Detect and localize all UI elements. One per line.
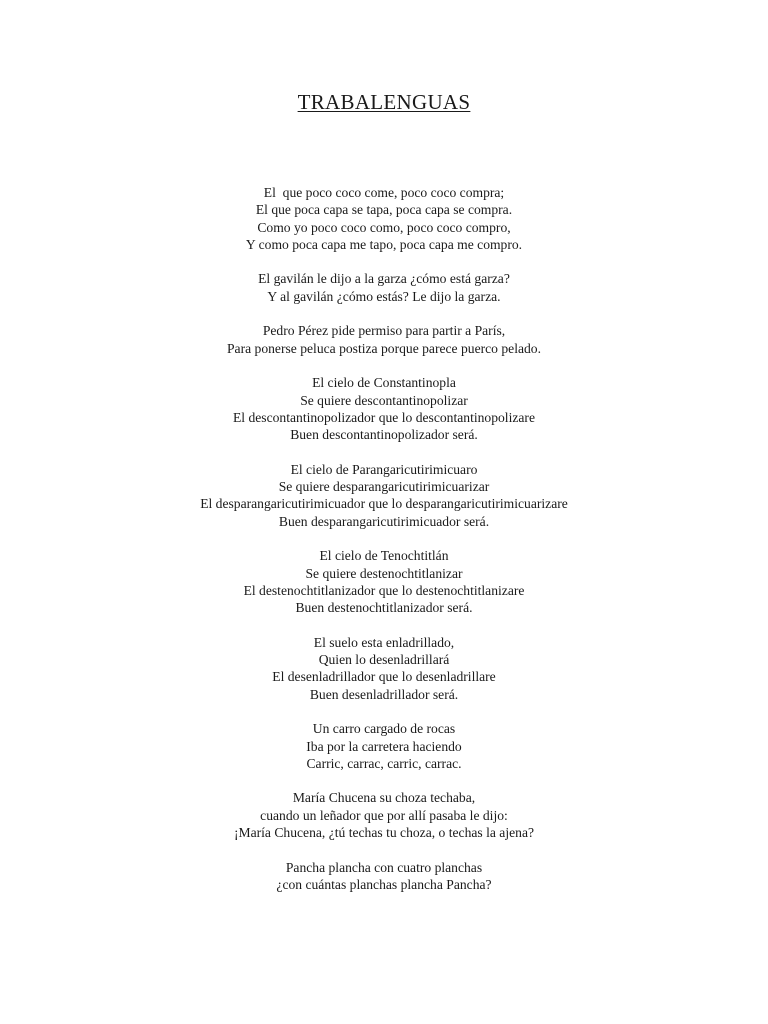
stanza-line: El descontantinopolizador que lo descontantinopolizare <box>233 409 535 425</box>
stanza-line: cuando un leñador que por allí pasaba le dijo: <box>260 807 508 823</box>
stanza-line: El gavilán le dijo a la garza ¿cómo está garza? <box>258 271 510 287</box>
stanza-line: Pancha plancha con cuatro planchas <box>285 859 483 875</box>
stanza-line: Buen destenochtitlanizador será. <box>295 600 473 616</box>
stanza-line: Se quiere descontantinopolizar <box>300 392 468 408</box>
document-title-wrapper <box>0 90 768 114</box>
stanza-line: Y como poca capa me tapo, poca capa me compro. <box>245 236 523 252</box>
stanza <box>0 789 768 841</box>
stanza-line: El desparangaricutirimicuador que lo desparangaricutirimicuarizare <box>200 496 568 512</box>
stanza <box>0 859 768 894</box>
stanza-line: ¿con cuántas planchas plancha Pancha? <box>276 876 492 892</box>
stanza-line: El cielo de Parangaricutirimicuaro <box>290 461 478 477</box>
stanza-line: El destenochtitlanizador que lo destenochtitlanizare <box>243 582 525 598</box>
stanza-line: Como yo poco coco como, poco coco compro, <box>257 219 511 235</box>
stanza-line: Quien lo desenladrillará <box>318 652 450 668</box>
stanza-line: El que poca capa se tapa, poca capa se compra. <box>255 202 513 218</box>
stanza <box>0 374 768 443</box>
stanza <box>0 270 768 305</box>
stanza-line: Buen desparangaricutirimicuador será. <box>278 513 490 529</box>
stanza-line: Un carro cargado de rocas <box>312 721 456 737</box>
stanza-line: El suelo esta enladrillado, <box>313 634 455 650</box>
stanza-line: Buen descontantinopolizador será. <box>290 427 478 443</box>
stanza-line: Para ponerse peluca postiza porque parece puerco pelado. <box>226 340 542 356</box>
stanza <box>0 322 768 357</box>
stanza-line: Buen desenladrillador será. <box>309 686 459 702</box>
stanza-line: Pedro Pérez pide permiso para partir a París, <box>262 323 506 339</box>
stanza-line: ¡María Chucena, ¿tú techas tu choza, o techas la ajena? <box>233 824 535 840</box>
stanza <box>0 461 768 530</box>
stanza-line: El que poco coco come, poco coco compra; <box>263 185 505 200</box>
stanza-line: Se quiere desparangaricutirimicuarizar <box>278 479 490 495</box>
stanza-line: El desenladrillador que lo desenladrillare <box>272 669 496 685</box>
stanza <box>0 634 768 703</box>
document-title: TRABALENGUAS <box>297 90 471 114</box>
stanza-line: Iba por la carretera haciendo <box>306 738 462 754</box>
stanza-line: El cielo de Constantinopla <box>312 375 456 391</box>
stanza-line: El cielo de Tenochtitlán <box>319 548 449 564</box>
stanza <box>0 720 768 772</box>
stanza <box>0 547 768 616</box>
stanza-list <box>0 184 768 910</box>
stanza-line: Y al gavilán ¿cómo estás? Le dijo la garza. <box>267 288 501 304</box>
stanza-line: Se quiere destenochtitlanizar <box>305 565 463 581</box>
stanza <box>0 184 768 253</box>
stanza-line: Carric, carrac, carric, carrac. <box>306 755 462 771</box>
stanza-line: María Chucena su choza techaba, <box>292 790 476 806</box>
